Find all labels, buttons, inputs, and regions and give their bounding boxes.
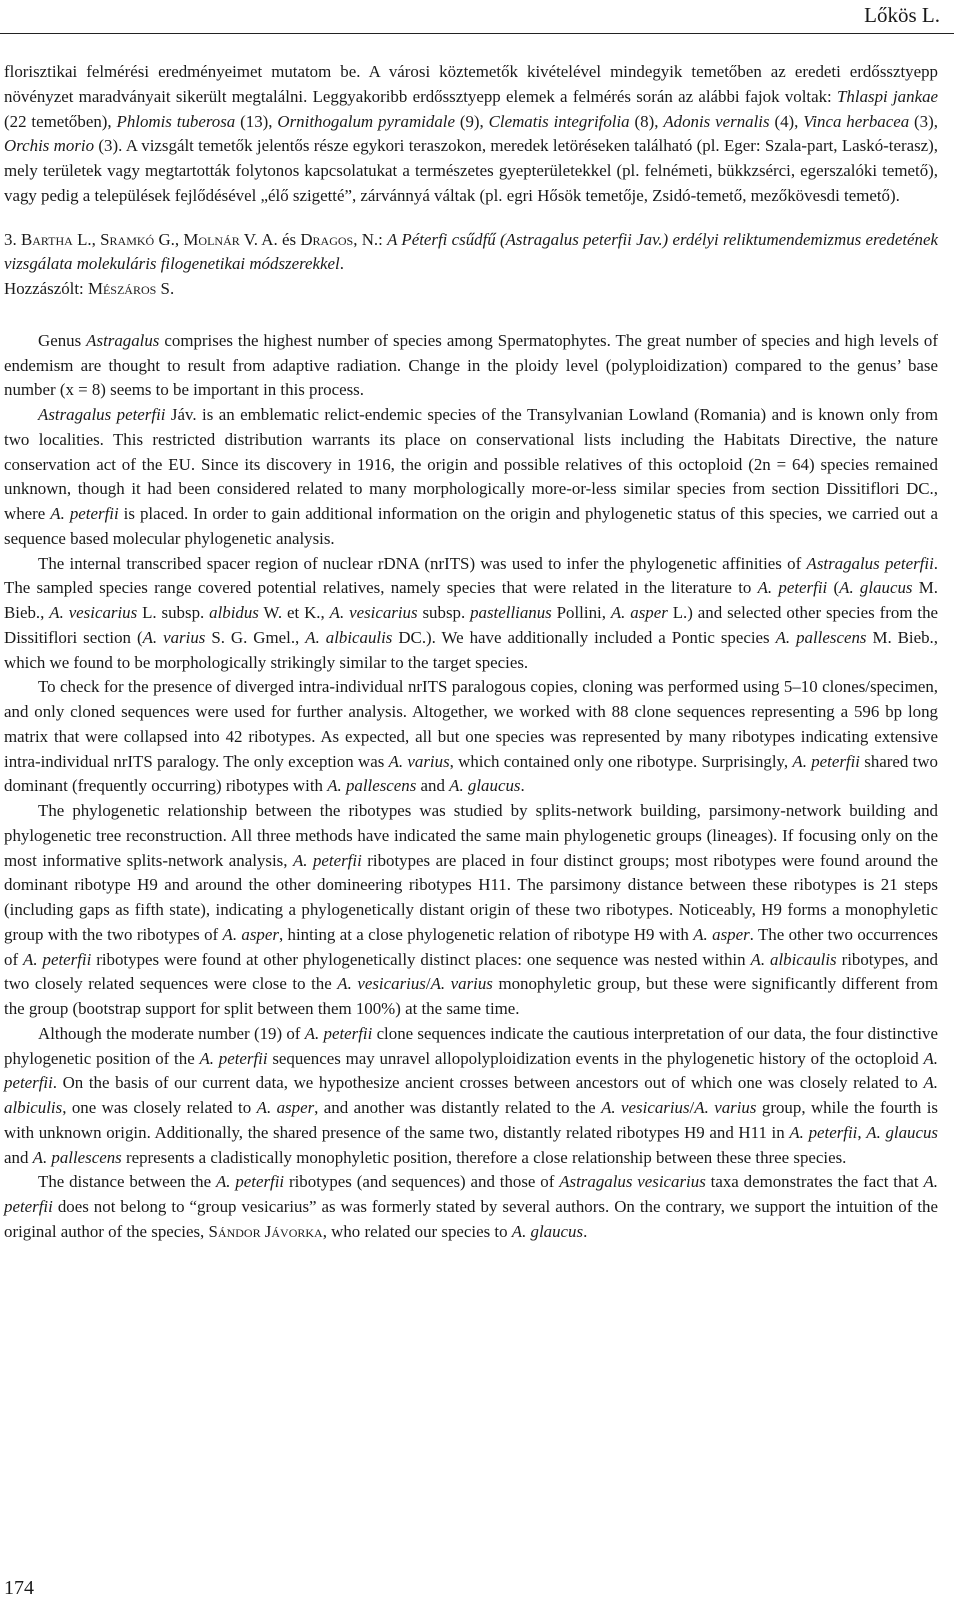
comment-label: Hozzászólt: bbox=[4, 279, 88, 298]
paragraph-3: The internal transcribed spacer region of nuclear rDNA (nrITS) was used to infer the phylogenetic affinities of Astragalus peterfii. The sampled species range covered potential relatives, namely species that were related in the literature to A. peterfii (A. glaucus M. Bieb., A. vesicarius L. subsp. albidus W. et K., A. vesicarius subsp. pastellianus Pollini, A. asper L.) and selected other species from the Dissitiflori section (A. varius S. G. Gmel., A. albicaulis DC.). We have additionally included a Pontic species A. pallescens M. Bieb., which we found to be morphologically strikingly similar to the target species. bbox=[4, 553, 939, 672]
running-header-author: Lőkös L. bbox=[864, 3, 940, 27]
paragraph-5: The phylogenetic relationship between the ribotypes was studied by splits-network building, parsimony-network building and phylogenetic tree reconstruction. All three methods have indicated the same main phylogenetic groups (lineages). If focusing only on the most informative splits-network analysis, A. peterfii ribotypes are placed in four distinct groups; most ribotypes were found around the dominant ribotype H9 and around the other domineering ribotypes H11. The parsimony distance between these ribotypes is 21 steps (including gaps as fifth state), indicating a phylogenetically distant origin of these two ribotypes. Noticeably, H9 forms a monophyletic group with the two ribotypes of A. asper, hinting at a close phylogenetic relation of ribotype H9 with A. asper. The other two occurrences of A. peterfii ribotypes were found at other phylogenetically distinct places: one sequence was nested within A. albicaulis ribotypes, and two closely related sequences were close to the A. vesicarius/A. varius monophyletic group, but these were significantly different from the group (bootstrap support for split between them 100%) at the same time. bbox=[4, 801, 938, 1018]
paragraph-2: Astragalus peterfii Jáv. is an emblematic relict-endemic species of the Transylvanian Lowland (Romania) and is known only from two localities. This restricted distribution warrants its place on conservational lists including the Habitats Directive, the nature conservation act of the EU. Since its discovery in 1916, the origin and possible relatives of this octoploid (2n = 64) species remained unknown, though it had been considered related to many morphologically more-or-less similar species from section Dissitiflori DC., where A. peterfii is placed. In order to gain additional information on the origin and phylogenetic status of this species, we carried out a sequence based molecular phylogenetic analysis. bbox=[4, 405, 939, 548]
paragraph-1: Genus Astragalus comprises the highest number of species among Spermatophytes. The great number of species and high levels of endemism are thought to result from adaptive radiation. Change in the ploidy level (polyploidization) compared to the genus’ base number (x = 8) seems to be important in this process. bbox=[4, 330, 938, 400]
commenter-name: Mészáros bbox=[87, 279, 157, 298]
spacer bbox=[4, 302, 938, 329]
page-number: 174 bbox=[4, 1577, 34, 1599]
abstract-heading: 3. Bartha L., Sramkó G., Molnár V. A. és Dragos, N.: A Péterfi csűdfű (Astragalus peterfii Jav.) erdélyi reliktumendemizmus eredetének vizsgálata molekuláris filogenetikai módszerekkel. Hozzászólt: Mészáros S. bbox=[4, 229, 938, 298]
spacer bbox=[4, 209, 938, 228]
paragraph-7: The distance between the A. peterfii ribotypes (and sequences) and those of Astragalus vesicarius taxa demonstrates the fact that A. peterfii does not belong to “group vesicarius” as was formerly stated by several authors. On the contrary, we support the intuition of the original author of the species, Sándor Jávorka, who related our species to A. glaucus. bbox=[4, 1172, 939, 1241]
abstract-title: A Péterfi csűdfű (Astragalus peterfii Jav.) erdélyi reliktumendemizmus eredetének vizsgálata molekuláris filogenetikai módszerekkel bbox=[4, 229, 938, 274]
hungarian-paragraph: florisztikai felmérési eredményeimet mutatom be. A városi köztemetők kivételével mindegyik temetőben az eredeti erdőssztyepp növényzet maradványait sikerült megtalálni. Leggyakoribb erdőssztyepp elemek a felmérés során az alábbi fajok voltak: Thlaspi jankae (22 temetőben), Phlomis tuberosa (13), Ornithogalum pyramidale (9), Clematis integrifolia (8), Adonis vernalis (4), Vinca herbacea (3), Orchis morio (3). A vizsgált temetők jelentős része egykori teraszokon, meredek letöréseken található (pl. Eger: Szala-part, Laskó-terasz), mely területek vagy megtartották folytonos kapcsolatukat a természetes gyepterületekkel (pl. felnémeti, bükkzsérci, egerszalóki temető), vagy pedig a települések fejlődésével „élő szigetté”, zárvánnyá váltak (pl. egri Hősök temetője, Zsidó-temető, mezőkövesdi temető). bbox=[4, 62, 939, 205]
header-rule bbox=[0, 33, 954, 34]
paragraph-4: To check for the presence of diverged intra-individual nrITS paralogous copies, cloning was performed using 5–10 clones/specimen, and only cloned sequences were used for further analysis. Altogether, we worked with 88 clone sequences representing a 596 bp long matrix that were collapsed into 42 ribotypes. As expected, all but one species was represented by many ribotypes indicating extensive intra-individual nrITS paralogy. The only exception was A. varius, which contained only one ribotype. Surprisingly, A. peterfii shared two dominant (frequently occurring) ribotypes with A. pallescens and A. glaucus. bbox=[4, 677, 938, 796]
paragraph-6: Although the moderate number (19) of A. peterfii clone sequences indicate the cautious interpretation of our data, the four distinctive phylogenetic position of the A. peterfii sequences may unravel allopolyploidization events in the phylogenetic history of the octoploid A. peterfii. On the basis of our current data, we hypothesize ancient crosses between ancestors out of which one was closely related to A. albiculis, one was closely related to A. asper, and another was distantly related to the A. vesicarius/A. varius group, while the fourth is with unknown origin. Additionally, the shared presence of the same two, distantly related ribotypes H9 and H11 in A. peterfii, A. glaucus and A. pallescens represents a cladistically monophyletic position, therefore a close relationship between these three species. bbox=[4, 1023, 938, 1167]
body-text bbox=[4, 60, 938, 1245]
